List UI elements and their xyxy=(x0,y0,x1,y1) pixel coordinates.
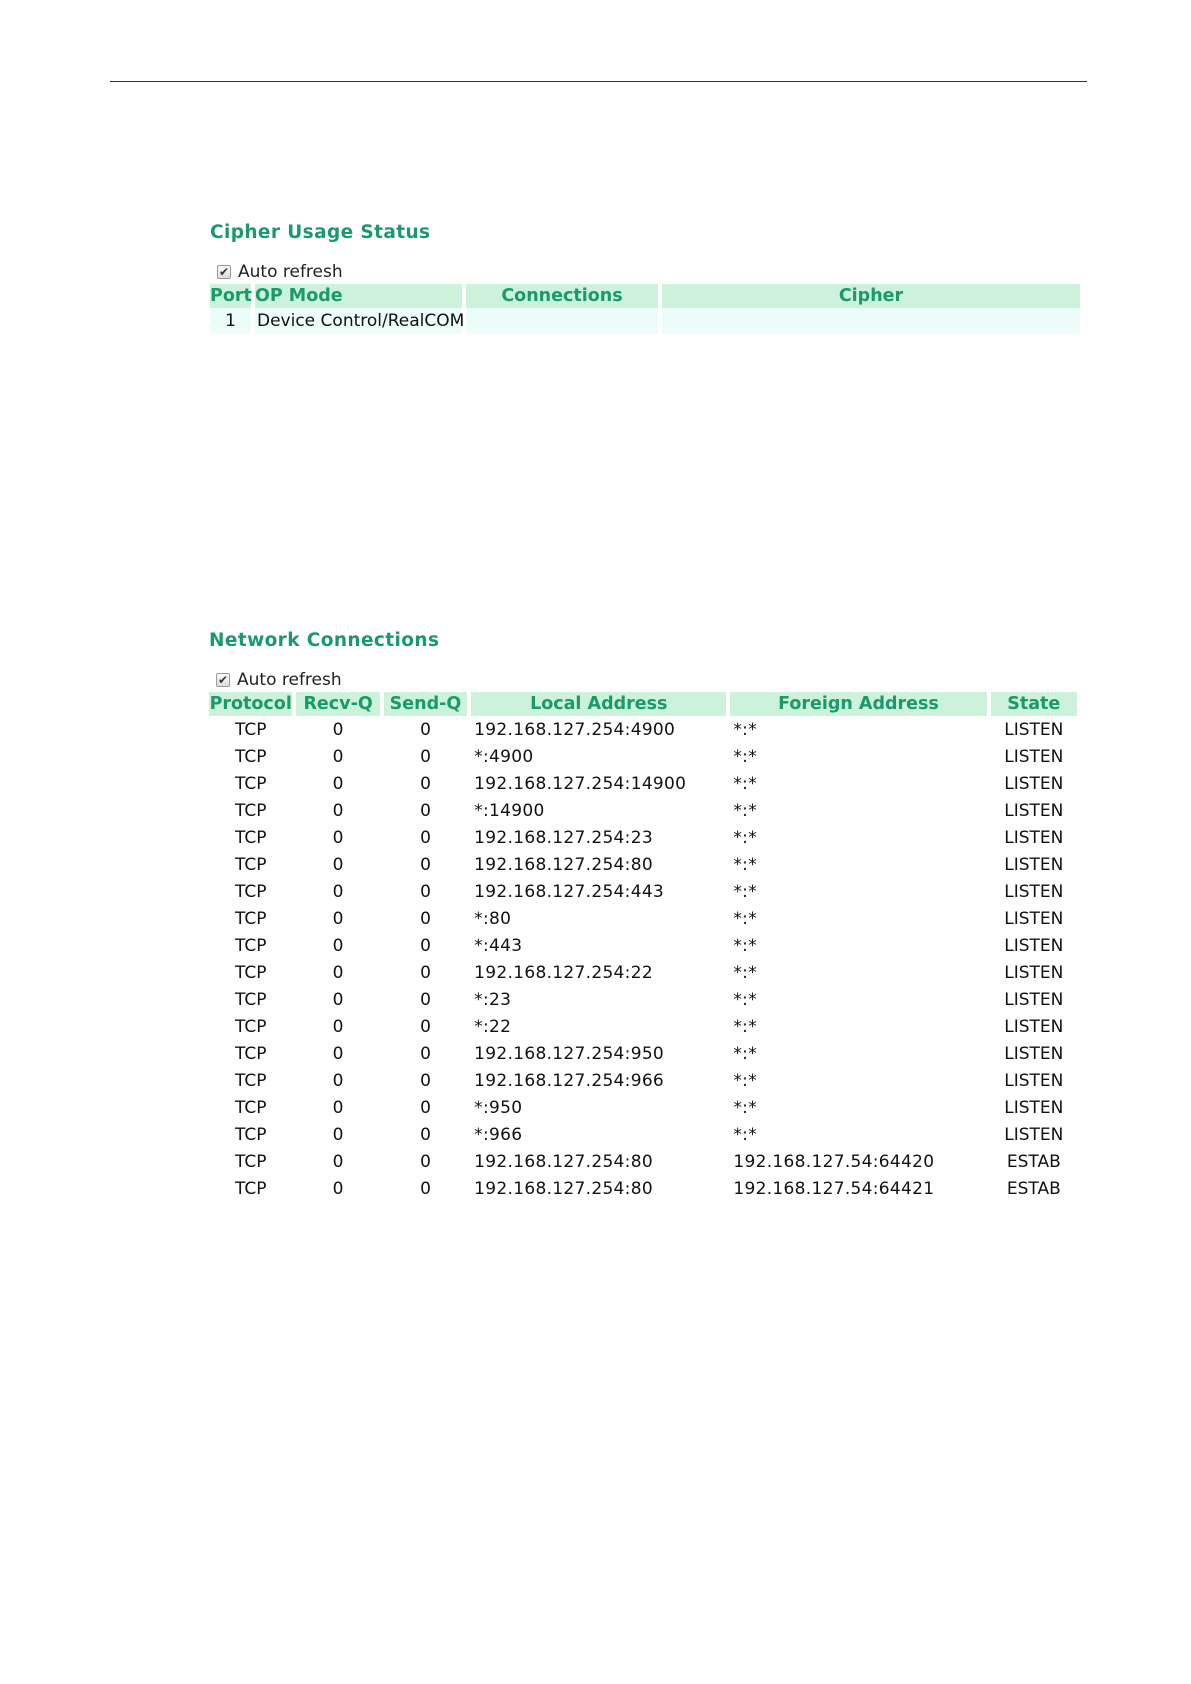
auto-refresh-label: Auto refresh xyxy=(238,262,343,282)
state-cell: LISTEN xyxy=(1004,827,1064,848)
table-row xyxy=(209,824,1077,851)
connections-cell xyxy=(466,308,658,334)
state-cell: LISTEN xyxy=(1004,1124,1064,1145)
foreign-address-cell: *:* xyxy=(733,719,758,740)
foreign-address-cell: *:* xyxy=(733,773,758,794)
table-header-row xyxy=(209,692,1077,716)
protocol-cell: TCP xyxy=(234,1151,267,1172)
send-q-cell: 0 xyxy=(420,1178,431,1199)
foreign-address-cell: *:* xyxy=(733,935,758,956)
foreign-address-cell: *:* xyxy=(733,989,758,1010)
recv-q-cell: 0 xyxy=(332,746,344,767)
protocol-cell: TCP xyxy=(234,1070,267,1091)
network-connections-body xyxy=(209,716,1077,1202)
table-row xyxy=(209,1121,1077,1148)
foreign-address-cell: *:* xyxy=(733,746,758,767)
table-row xyxy=(209,1013,1077,1040)
send-q-cell: 0 xyxy=(420,1151,431,1172)
state-cell: LISTEN xyxy=(1004,1097,1064,1118)
protocol-cell: TCP xyxy=(234,881,267,902)
recv-q-cell: 0 xyxy=(332,881,344,902)
foreign-address-cell: *:* xyxy=(733,800,758,821)
recv-q-cell: 0 xyxy=(332,1070,344,1091)
recv-q-cell: 0 xyxy=(332,962,344,983)
cipher-cell xyxy=(662,308,1080,334)
recv-q-cell: 0 xyxy=(332,935,344,956)
recv-q-cell: 0 xyxy=(332,1016,344,1037)
protocol-cell: TCP xyxy=(234,773,267,794)
table-row xyxy=(209,932,1077,959)
network-connections-table xyxy=(205,692,1081,1202)
table-row xyxy=(209,878,1077,905)
state-cell: LISTEN xyxy=(1004,746,1064,767)
page-header-rule xyxy=(110,81,1087,82)
protocol-cell: TCP xyxy=(234,827,267,848)
local-address-cell: 192.168.127.254:443 xyxy=(474,881,665,902)
foreign-address-cell: 192.168.127.54:64420 xyxy=(733,1151,935,1172)
send-q-cell: 0 xyxy=(420,1070,431,1091)
col-header-recv-q: Recv-Q xyxy=(296,692,379,716)
col-header-port: Port xyxy=(210,286,252,306)
table-row xyxy=(209,716,1077,743)
table-row xyxy=(209,986,1077,1013)
protocol-cell: TCP xyxy=(234,800,267,821)
local-address-cell: *:4900 xyxy=(474,746,534,767)
protocol-cell: TCP xyxy=(234,746,267,767)
send-q-cell: 0 xyxy=(420,989,431,1010)
table-row xyxy=(209,1040,1077,1067)
foreign-address-cell: *:* xyxy=(733,1124,758,1145)
col-header-protocol: Protocol xyxy=(209,694,292,714)
col-header-state: State xyxy=(991,692,1077,716)
table-header-row xyxy=(210,284,1080,308)
table-row xyxy=(210,308,1080,334)
send-q-cell: 0 xyxy=(420,908,431,929)
send-q-cell: 0 xyxy=(420,800,431,821)
recv-q-cell: 0 xyxy=(332,1151,344,1172)
op-mode-cell: Device Control/RealCOM xyxy=(255,308,462,334)
state-cell: LISTEN xyxy=(1004,1016,1064,1037)
checkbox-checked-icon[interactable]: ✔ xyxy=(218,265,230,279)
foreign-address-cell: *:* xyxy=(733,962,758,983)
foreign-address-cell: *:* xyxy=(733,1097,758,1118)
foreign-address-cell: *:* xyxy=(733,881,758,902)
table-row xyxy=(209,905,1077,932)
state-cell: LISTEN xyxy=(1004,800,1064,821)
send-q-cell: 0 xyxy=(420,827,431,848)
local-address-cell: 192.168.127.254:4900 xyxy=(474,719,676,740)
auto-refresh-label: Auto refresh xyxy=(237,670,342,690)
foreign-address-cell: *:* xyxy=(733,1016,758,1037)
protocol-cell: TCP xyxy=(234,1043,267,1064)
col-header-local-address: Local Address xyxy=(471,692,726,716)
local-address-cell: *:80 xyxy=(474,908,512,929)
local-address-cell: *:22 xyxy=(474,1016,512,1037)
recv-q-cell: 0 xyxy=(332,1043,344,1064)
recv-q-cell: 0 xyxy=(332,854,344,875)
table-row xyxy=(209,797,1077,824)
table-row xyxy=(209,743,1077,770)
table-row xyxy=(209,851,1077,878)
col-header-connections: Connections xyxy=(466,284,658,308)
col-header-cipher: Cipher xyxy=(662,284,1080,308)
send-q-cell: 0 xyxy=(420,773,431,794)
local-address-cell: 192.168.127.254:14900 xyxy=(474,773,687,794)
table-row xyxy=(209,959,1077,986)
network-connections-title: Network Connections xyxy=(209,630,440,651)
state-cell: LISTEN xyxy=(1004,935,1064,956)
port-cell: 1 xyxy=(210,308,251,334)
protocol-cell: TCP xyxy=(234,908,267,929)
recv-q-cell: 0 xyxy=(332,719,344,740)
send-q-cell: 0 xyxy=(420,1124,431,1145)
recv-q-cell: 0 xyxy=(332,1124,344,1145)
send-q-cell: 0 xyxy=(420,935,431,956)
local-address-cell: 192.168.127.254:23 xyxy=(474,827,653,848)
local-address-cell: 192.168.127.254:80 xyxy=(474,1151,653,1172)
state-cell: LISTEN xyxy=(1004,908,1064,929)
foreign-address-cell: *:* xyxy=(733,854,758,875)
send-q-cell: 0 xyxy=(420,1016,431,1037)
recv-q-cell: 0 xyxy=(332,908,344,929)
foreign-address-cell: *:* xyxy=(733,1070,758,1091)
local-address-cell: 192.168.127.254:22 xyxy=(474,962,653,983)
state-cell: LISTEN xyxy=(1004,773,1064,794)
local-address-cell: 192.168.127.254:950 xyxy=(474,1043,665,1064)
state-cell: LISTEN xyxy=(1004,854,1064,875)
local-address-cell: *:950 xyxy=(474,1097,523,1118)
protocol-cell: TCP xyxy=(234,935,267,956)
protocol-cell: TCP xyxy=(234,1016,267,1037)
cipher-usage-table xyxy=(206,284,1084,334)
recv-q-cell: 0 xyxy=(332,800,344,821)
table-row xyxy=(209,1175,1077,1202)
state-cell: LISTEN xyxy=(1004,881,1064,902)
send-q-cell: 0 xyxy=(420,719,431,740)
send-q-cell: 0 xyxy=(420,962,431,983)
recv-q-cell: 0 xyxy=(332,1097,344,1118)
local-address-cell: *:443 xyxy=(474,935,523,956)
table-row xyxy=(209,1067,1077,1094)
state-cell: LISTEN xyxy=(1004,962,1064,983)
protocol-cell: TCP xyxy=(234,962,267,983)
send-q-cell: 0 xyxy=(420,881,431,902)
send-q-cell: 0 xyxy=(420,1097,431,1118)
col-header-send-q: Send-Q xyxy=(384,692,467,716)
state-cell: ESTAB xyxy=(1006,1178,1061,1199)
table-row xyxy=(209,1148,1077,1175)
checkbox-checked-icon[interactable]: ✔ xyxy=(217,673,229,687)
recv-q-cell: 0 xyxy=(332,773,344,794)
cipher-auto-refresh[interactable] xyxy=(210,260,1086,284)
state-cell: ESTAB xyxy=(1006,1151,1061,1172)
foreign-address-cell: 192.168.127.54:64421 xyxy=(733,1178,935,1199)
local-address-cell: *:14900 xyxy=(474,800,545,821)
local-address-cell: *:23 xyxy=(474,989,512,1010)
protocol-cell: TCP xyxy=(234,854,267,875)
state-cell: LISTEN xyxy=(1004,719,1064,740)
table-row xyxy=(209,1094,1077,1121)
col-header-op-mode: OP Mode xyxy=(255,284,462,308)
foreign-address-cell: *:* xyxy=(733,908,758,929)
col-header-foreign-address: Foreign Address xyxy=(730,692,986,716)
table-row xyxy=(209,770,1077,797)
protocol-cell: TCP xyxy=(234,719,267,740)
cipher-usage-title: Cipher Usage Status xyxy=(210,222,431,243)
protocol-cell: TCP xyxy=(234,1124,267,1145)
protocol-cell: TCP xyxy=(234,1097,267,1118)
local-address-cell: *:966 xyxy=(474,1124,523,1145)
foreign-address-cell: *:* xyxy=(733,827,758,848)
local-address-cell: 192.168.127.254:966 xyxy=(474,1070,665,1091)
foreign-address-cell: *:* xyxy=(733,1043,758,1064)
protocol-cell: TCP xyxy=(234,989,267,1010)
network-auto-refresh[interactable] xyxy=(209,668,1085,692)
state-cell: LISTEN xyxy=(1004,1043,1064,1064)
recv-q-cell: 0 xyxy=(332,1178,344,1199)
recv-q-cell: 0 xyxy=(332,989,344,1010)
cipher-usage-section xyxy=(210,220,1086,334)
local-address-cell: 192.168.127.254:80 xyxy=(474,1178,653,1199)
send-q-cell: 0 xyxy=(420,746,431,767)
state-cell: LISTEN xyxy=(1004,1070,1064,1091)
state-cell: LISTEN xyxy=(1004,989,1064,1010)
local-address-cell: 192.168.127.254:80 xyxy=(474,854,653,875)
recv-q-cell: 0 xyxy=(332,827,344,848)
send-q-cell: 0 xyxy=(420,1043,431,1064)
network-connections-section xyxy=(209,628,1085,1202)
protocol-cell: TCP xyxy=(234,1178,267,1199)
send-q-cell: 0 xyxy=(420,854,431,875)
